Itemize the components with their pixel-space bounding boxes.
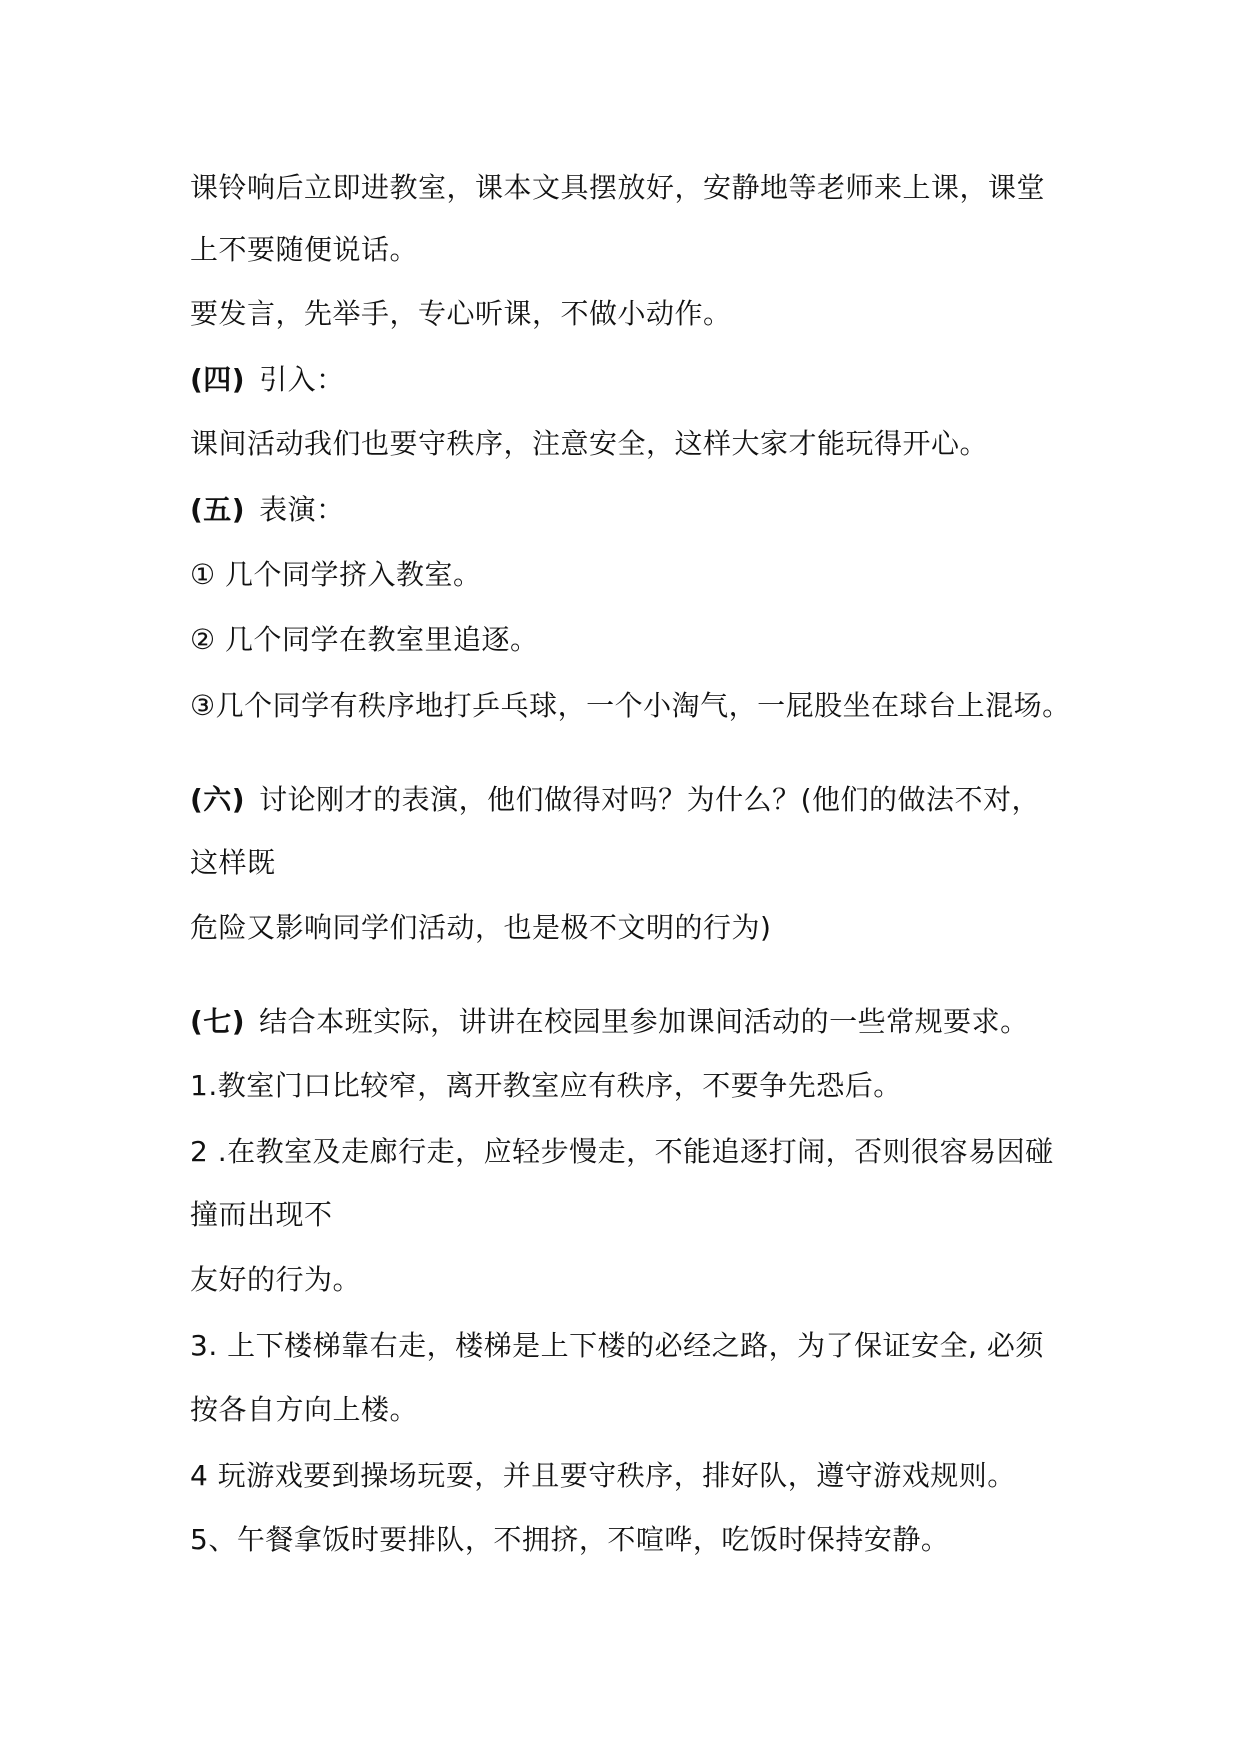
paragraph-line <box>190 1260 361 1300</box>
paragraph-line <box>190 294 732 334</box>
line-text: 课间活动我们也要守秩序，注意安全，这样大家才能玩得开心。 <box>190 427 989 460</box>
paragraph-line <box>190 1195 333 1235</box>
section-marker: (四) <box>190 363 246 396</box>
line-text: 这样既 <box>190 846 276 879</box>
list-item <box>190 555 482 595</box>
line-text: 结合本班实际，讲讲在校园里参加课间活动的一些常规要求。 <box>259 1005 1029 1038</box>
section-marker: (七) <box>190 1005 246 1038</box>
list-item <box>190 1066 902 1106</box>
section-marker: (五) <box>190 493 246 526</box>
line-text: 友好的行为。 <box>190 1263 362 1296</box>
line-text: 4 玩游戏要到操场玩耍，并且要守秩序，排好队，遵守游戏规则。 <box>190 1459 1016 1492</box>
list-item <box>190 620 539 660</box>
list-item <box>190 1132 1054 1172</box>
line-text: 3. 上下楼梯靠右走，楼梯是上下楼的必经之路，为了保证安全, 必须 <box>190 1329 1044 1362</box>
paragraph-line <box>190 424 988 464</box>
line-text: 表演： <box>259 493 345 526</box>
line-text: 讨论刚才的表演，他们做得对吗？为什么？(他们的做法不对， <box>259 783 1041 816</box>
section-heading-6 <box>190 780 1040 820</box>
list-item <box>190 1520 949 1560</box>
line-text: 撞而出现不 <box>190 1198 333 1231</box>
line-text: 要发言，先举手，专心听课，不做小动作。 <box>190 297 732 330</box>
list-item <box>190 686 1071 726</box>
line-text: 2 .在教室及走廊行走，应轻步慢走，不能追逐打闹，否则很容易因碰 <box>190 1135 1054 1168</box>
section-heading-5 <box>190 490 345 530</box>
section-marker: (六) <box>190 783 246 816</box>
line-text: ① 几个同学挤入教室。 <box>190 558 482 591</box>
line-text: 上不要随便说话。 <box>190 233 419 266</box>
line-text: 课铃响后立即进教室，课本文具摆放好，安静地等老师来上课，课堂 <box>190 171 1046 204</box>
list-item <box>190 1326 1044 1366</box>
line-text: 危险又影响同学们活动，也是极不文明的行为) <box>190 911 772 944</box>
paragraph-line <box>190 843 276 883</box>
paragraph-line <box>190 168 1045 208</box>
list-item <box>190 1456 1016 1496</box>
line-text: 按各自方向上楼。 <box>190 1393 419 1426</box>
line-text: 5、午餐拿饭时要排队，不拥挤，不喧哗，吃饭时保持安静。 <box>190 1523 950 1556</box>
section-heading-4 <box>190 360 345 400</box>
section-heading-7 <box>190 1002 1029 1042</box>
paragraph-line <box>190 908 771 948</box>
paragraph-line <box>190 1390 418 1430</box>
line-text: ② 几个同学在教室里追逐。 <box>190 623 539 656</box>
line-text: 1.教室门口比较窄，离开教室应有秩序，不要争先恐后。 <box>190 1069 902 1102</box>
line-text: ③几个同学有秩序地打乒乓球，一个小淘气，一屁股坐在球台上混场。 <box>190 689 1071 722</box>
paragraph-line <box>190 230 418 270</box>
line-text: 引入： <box>259 363 345 396</box>
